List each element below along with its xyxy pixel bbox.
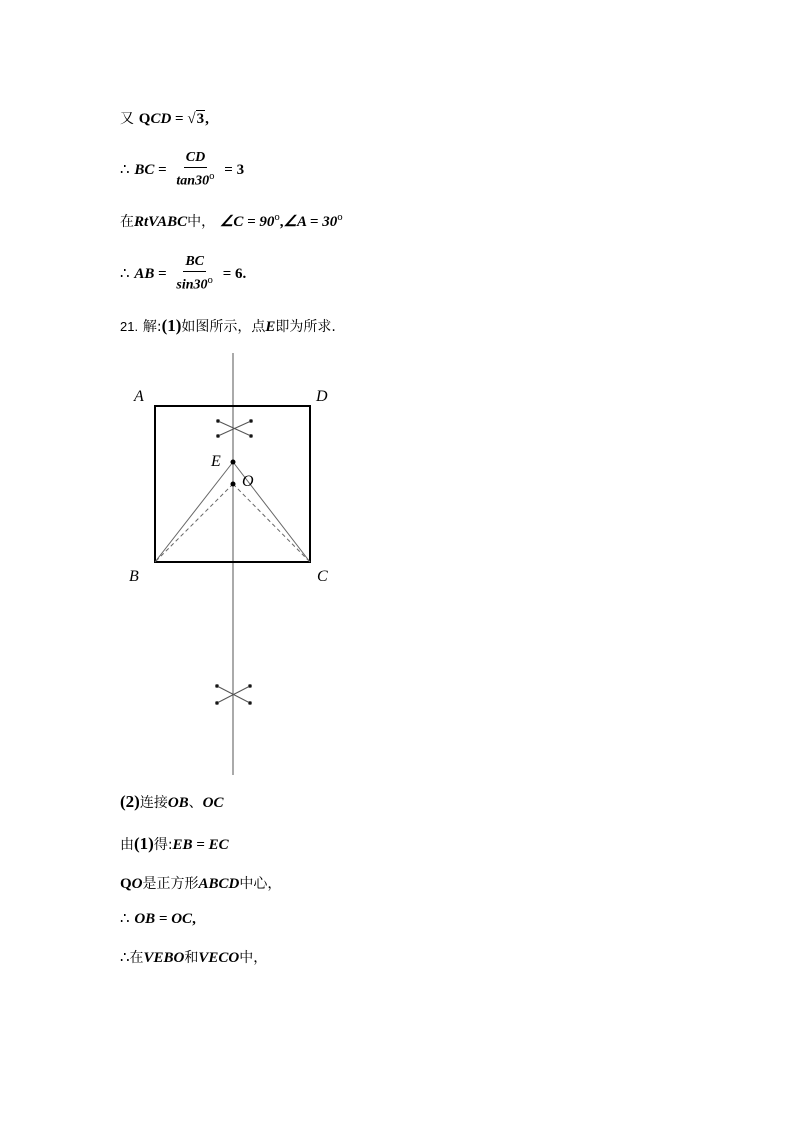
var-abcd: ABCD [198,876,240,892]
line-bc [120,150,244,190]
label-d: D [316,388,328,405]
part-label: (2) [120,792,140,811]
comma: , [192,911,196,927]
degree-mark: o [207,276,213,286]
segment-eb [155,462,233,562]
var-oc: OC [202,795,224,811]
text-you: 由 [120,837,134,853]
angle-c: ∠C = 90 [219,214,275,230]
angle-a: ∠A = 30 [283,214,338,230]
text-answer: 即为所求. [275,319,336,335]
symbol-because: Q [120,876,132,892]
line-eb-ec [120,834,229,854]
comma: , [205,111,209,127]
degree-mark: o [209,172,215,182]
equals: = [171,111,188,127]
text-jie: 解: [142,319,162,335]
equals: = [154,265,171,282]
text-zhong: 中， [187,214,216,230]
fraction-numerator: CD [184,150,207,168]
text-lianjie: 连接 [139,795,168,811]
text-square: 是正方形 [142,876,199,892]
text-center: 中心， [239,876,282,892]
therefore-symbol: ∴ [120,909,130,927]
therefore-symbol: ∴ [120,948,130,966]
label-a: A [134,388,144,405]
line-part2 [120,792,224,812]
line-center [120,873,281,893]
var-o: O [131,876,143,892]
text-de: 得: [153,837,173,853]
line-ob-oc [120,909,196,928]
line-triangle-angles [120,211,343,231]
result: = 6 [218,265,243,282]
point-e [231,460,236,465]
degree-mark: o [337,213,343,223]
fraction-denominator: sin30 [176,277,208,293]
result: = 3 [220,161,245,178]
text-he: 和 [184,950,199,966]
label-c: C [317,568,328,585]
line-given-cd [120,108,209,128]
label-e: E [211,453,221,470]
segment-oc [233,484,310,562]
equation-ob-oc: OB = OC [134,911,193,927]
var-ab: AB [134,265,155,282]
line-q21 [120,316,336,336]
part-label: (1) [134,834,154,853]
symbol-because: Q [138,111,151,127]
var-ob: OB [167,795,189,811]
point-e-label: E [265,319,276,335]
text-you: 又 [120,111,134,127]
fraction-denominator: tan30 [176,173,210,189]
geometry-figure [120,345,360,780]
arc-mark-upper [217,420,253,438]
triangle-eco: VECO [198,950,240,966]
label-b: B [129,568,139,585]
question-number: 21. [120,319,139,334]
text-zai: 在 [120,214,134,230]
triangle-rt-abc: RtVABC [134,214,188,230]
point-o [231,482,236,487]
part-label: (1) [161,316,182,335]
equation-eb-ec: EB = EC [172,837,229,853]
text-zai: 在 [129,950,144,966]
period: . [242,265,247,282]
equals: = [154,161,171,178]
therefore-symbol: ∴ [120,159,130,178]
text-zhong: 中， [239,950,268,966]
line-triangles [120,947,267,967]
fraction-numerator: BC [183,254,206,272]
fraction-bc-sin [174,254,215,294]
line-ab [120,254,246,294]
fraction-cd-tan [174,150,216,190]
comma: , [279,214,284,230]
text-figure: 如图所示，点 [181,319,266,335]
degree-mark: o [274,213,280,223]
radicand: 3 [196,111,205,127]
triangle-ebo: VEBO [143,950,185,966]
therefore-symbol: ∴ [120,263,130,282]
separator: 、 [188,795,203,811]
sqrt-three: √3 [187,111,205,127]
label-o: O [242,473,254,490]
var-cd: CD [150,111,172,127]
segment-ob [155,484,233,562]
var-bc: BC [134,161,155,178]
